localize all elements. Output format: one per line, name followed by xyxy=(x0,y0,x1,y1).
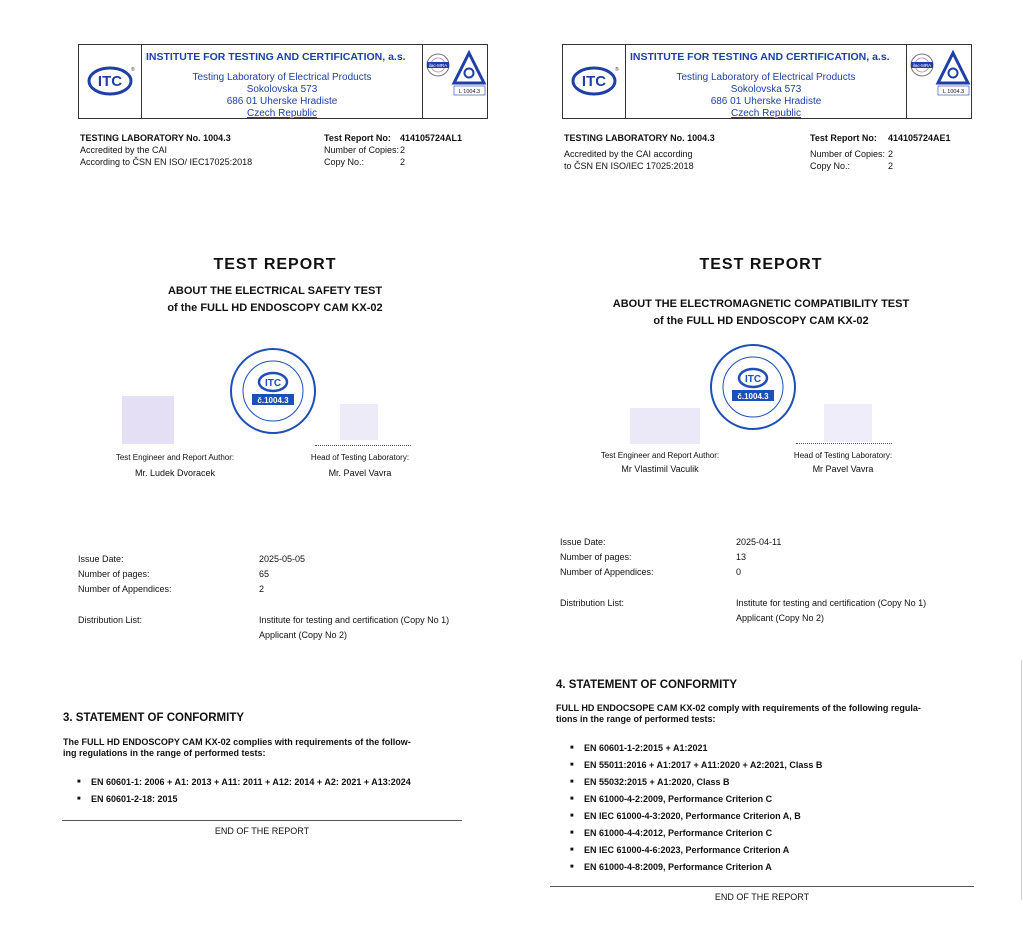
engineer-name: Mr Vlastimil Vaculik xyxy=(621,464,699,474)
copies-value: 2 xyxy=(400,145,406,155)
svg-text:®: ® xyxy=(131,67,135,73)
report-meta-labels xyxy=(324,132,399,168)
head-label: Head of Testing Laboratory: xyxy=(793,451,893,460)
section-text-line: tions in the range of performed tests: xyxy=(556,714,716,724)
copies-label: Number of Copies: xyxy=(810,149,886,159)
accreditation-line: According to ČSN EN ISO/ IEC17025:2018 xyxy=(80,157,253,167)
report-no-label: Test Report No: xyxy=(810,133,877,143)
address-line: Testing Laboratory of Electrical Products xyxy=(676,72,856,83)
issue-date-label: Issue Date: xyxy=(78,554,124,564)
address-line: Sokolovska 573 xyxy=(730,84,802,95)
copy-no-value: 2 xyxy=(888,161,894,171)
electrical-safety-report xyxy=(60,0,530,949)
issue-date-label: Issue Date: xyxy=(560,537,606,547)
issue-info-labels xyxy=(78,552,172,597)
subtitle-line: ABOUT THE ELECTRICAL SAFETY TEST xyxy=(167,285,383,297)
institute-address xyxy=(142,72,422,120)
ilac-cai-logo-icon xyxy=(907,45,971,118)
report-meta-labels xyxy=(810,132,885,172)
ilac-text: ilac-MRA xyxy=(428,63,448,68)
address-line: Czech Republic xyxy=(246,108,318,119)
engineer-name: Mr. Ludek Dvoracek xyxy=(134,468,216,478)
report-meta-values xyxy=(400,132,462,168)
signature-line xyxy=(796,443,892,444)
institute-name: INSTITUTE FOR TESTING AND CERTIFICATION, a.s. xyxy=(146,51,406,63)
address-line: 686 01 Uherske Hradiste xyxy=(710,96,822,107)
pages-value: 65 xyxy=(259,569,270,579)
standard-item: ■ EN 60601-1-2:2015 + A1:2021 xyxy=(570,740,822,757)
distribution-item: Institute for testing and certification (Copy No 1) xyxy=(259,615,450,625)
itc-logo xyxy=(563,45,626,118)
accreditation-logos xyxy=(423,45,487,118)
subtitle-line: of the FULL HD ENDOSCOPY CAM KX-02 xyxy=(653,315,869,327)
page-edge xyxy=(1021,660,1022,900)
appendices-label: Number of Appendices: xyxy=(78,584,172,594)
pages-label: Number of pages: xyxy=(78,569,150,579)
end-divider xyxy=(550,886,974,887)
head-label: Head of Testing Laboratory: xyxy=(310,453,410,462)
itc-logo xyxy=(79,45,142,118)
distribution-item: Applicant (Copy No 2) xyxy=(259,630,348,640)
itc-logo-text: ITC xyxy=(581,73,607,90)
address-line: Testing Laboratory of Electrical Products xyxy=(192,72,372,83)
redacted-signature xyxy=(340,404,378,440)
emc-report xyxy=(548,0,1018,949)
accreditation-logos xyxy=(907,45,971,118)
appendices-label: Number of Appendices: xyxy=(560,567,654,577)
report-title: TEST REPORT xyxy=(213,256,337,273)
institute-address-block xyxy=(142,45,423,118)
standard-item: ■ EN IEC 61000-4-6:2023, Performance Criterion A xyxy=(570,842,822,859)
standards-list xyxy=(570,740,822,876)
svg-text:®: ® xyxy=(615,67,619,73)
pages-label: Number of pages: xyxy=(560,552,632,562)
lab-number: TESTING LABORATORY No. 1004.3 xyxy=(564,133,715,143)
lab-accreditation xyxy=(564,132,715,172)
institute-name: INSTITUTE FOR TESTING AND CERTIFICATION, a.s. xyxy=(630,51,890,63)
section-text xyxy=(63,737,473,759)
standard-item: ■ EN 55032:2015 + A1:2020, Class B xyxy=(570,774,822,791)
institute-address xyxy=(626,72,906,120)
standard-item: ■ EN 61000-4-8:2009, Performance Criterion A xyxy=(570,859,822,876)
institute-header xyxy=(562,44,972,119)
standard-item: ■ EN 60601-2-18: 2015 xyxy=(77,791,411,808)
section-text-line: The FULL HD ENDOSCOPY CAM KX-02 complies with requirements of the follow- xyxy=(63,737,411,747)
signature-line xyxy=(315,445,411,446)
subtitle-line: of the FULL HD ENDOSCOPY CAM KX-02 xyxy=(167,302,383,314)
accreditation-stamp xyxy=(228,346,318,436)
ilac-cai-logo-icon xyxy=(423,45,487,118)
accreditation-line: to ČSN EN ISO/IEC 17025:2018 xyxy=(564,161,694,171)
engineer-label: Test Engineer and Report Author: xyxy=(115,453,235,462)
stamp-logo-text: ITC xyxy=(264,378,282,389)
lab-number: TESTING LABORATORY No. 1004.3 xyxy=(80,133,231,143)
accreditation-line: Accredited by the CAI xyxy=(80,145,168,155)
issue-info-values xyxy=(259,552,305,597)
redacted-signature xyxy=(122,396,174,444)
section-text-line: FULL HD ENDOCSOPE CAM KX-02 comply with requirements of the following regula- xyxy=(556,703,921,713)
report-number: 414105724AE1 xyxy=(888,133,951,143)
issue-info-labels xyxy=(560,535,654,580)
stamp-logo-text: ITC xyxy=(744,374,762,385)
standards-list xyxy=(77,774,411,808)
end-of-report: END OF THE REPORT xyxy=(214,826,310,836)
accreditation-mark: L 1004.3 xyxy=(942,89,965,95)
section-title: 4. STATEMENT OF CONFORMITY xyxy=(556,679,738,691)
address-line: Sokolovska 573 xyxy=(246,84,318,95)
distribution-label: Distribution List: xyxy=(560,598,625,608)
itc-logo-icon xyxy=(87,65,133,97)
accreditation-mark: L 1004.3 xyxy=(458,89,481,95)
standard-item: ■ EN 61000-4-2:2009, Performance Criterion C xyxy=(570,791,822,808)
issue-date: 2025-05-05 xyxy=(259,554,306,564)
standard-item: ■ EN 55011:2016 + A1:2017 + A11:2020 + A2:2021, Class B xyxy=(570,757,822,774)
itc-logo-icon xyxy=(571,65,617,97)
address-line: 686 01 Uherske Hradiste xyxy=(226,96,338,107)
ilac-text: ilac-MRA xyxy=(912,63,932,68)
copies-label: Number of Copies: xyxy=(324,145,400,155)
accreditation-stamp xyxy=(708,342,798,432)
address-line: Czech Republic xyxy=(730,108,802,119)
report-subtitle xyxy=(546,296,976,330)
distribution-item: Institute for testing and certification (Copy No 1) xyxy=(736,598,927,608)
standard-item: ■ EN 60601-1: 2006 + A1: 2013 + A11: 2011 + A12: 2014 + A2: 2021 + A13:2024 xyxy=(77,774,411,791)
redacted-signature xyxy=(824,404,872,442)
itc-logo-text: ITC xyxy=(97,73,123,90)
copies-value: 2 xyxy=(888,149,894,159)
section-text-line: ing regulations in the range of performed tests: xyxy=(63,748,266,758)
appendices-value: 0 xyxy=(736,567,742,577)
report-title: TEST REPORT xyxy=(699,256,823,273)
appendices-value: 2 xyxy=(259,584,265,594)
pages-value: 13 xyxy=(736,552,747,562)
lab-accreditation xyxy=(80,132,252,168)
redacted-signature xyxy=(630,408,700,444)
report-meta-values xyxy=(888,132,951,172)
distribution-label: Distribution List: xyxy=(78,615,143,625)
head-name: Mr Pavel Vavra xyxy=(812,464,874,474)
distribution-list xyxy=(259,613,449,643)
report-subtitle xyxy=(60,283,490,317)
head-name: Mr. Pavel Vavra xyxy=(328,468,392,478)
copy-no-value: 2 xyxy=(400,157,406,167)
stamp-number: č.1004.3 xyxy=(257,396,289,405)
report-number: 414105724AL1 xyxy=(400,133,463,143)
copy-no-label: Copy No.: xyxy=(324,157,365,167)
institute-header xyxy=(78,44,488,119)
standard-item: ■ EN 61000-4-4:2012, Performance Criterion C xyxy=(570,825,822,842)
institute-address-block xyxy=(626,45,907,118)
standard-item: ■ EN IEC 61000-4-3:2020, Performance Criterion A, B xyxy=(570,808,822,825)
stamp-number: č.1004.3 xyxy=(737,392,769,401)
report-no-label: Test Report No: xyxy=(324,133,391,143)
section-title: 3. STATEMENT OF CONFORMITY xyxy=(63,712,245,724)
section-text xyxy=(556,703,966,725)
copy-no-label: Copy No.: xyxy=(810,161,851,171)
subtitle-line: ABOUT THE ELECTROMAGNETIC COMPATIBILITY TEST xyxy=(612,298,910,310)
end-divider xyxy=(62,820,462,821)
end-of-report: END OF THE REPORT xyxy=(714,892,810,902)
accreditation-line: Accredited by the CAI according xyxy=(564,149,693,159)
distribution-item: Applicant (Copy No 2) xyxy=(736,613,825,623)
engineer-label: Test Engineer and Report Author: xyxy=(600,451,720,460)
distribution-list xyxy=(736,596,926,626)
issue-info-values xyxy=(736,535,781,580)
issue-date: 2025-04-11 xyxy=(736,537,782,547)
